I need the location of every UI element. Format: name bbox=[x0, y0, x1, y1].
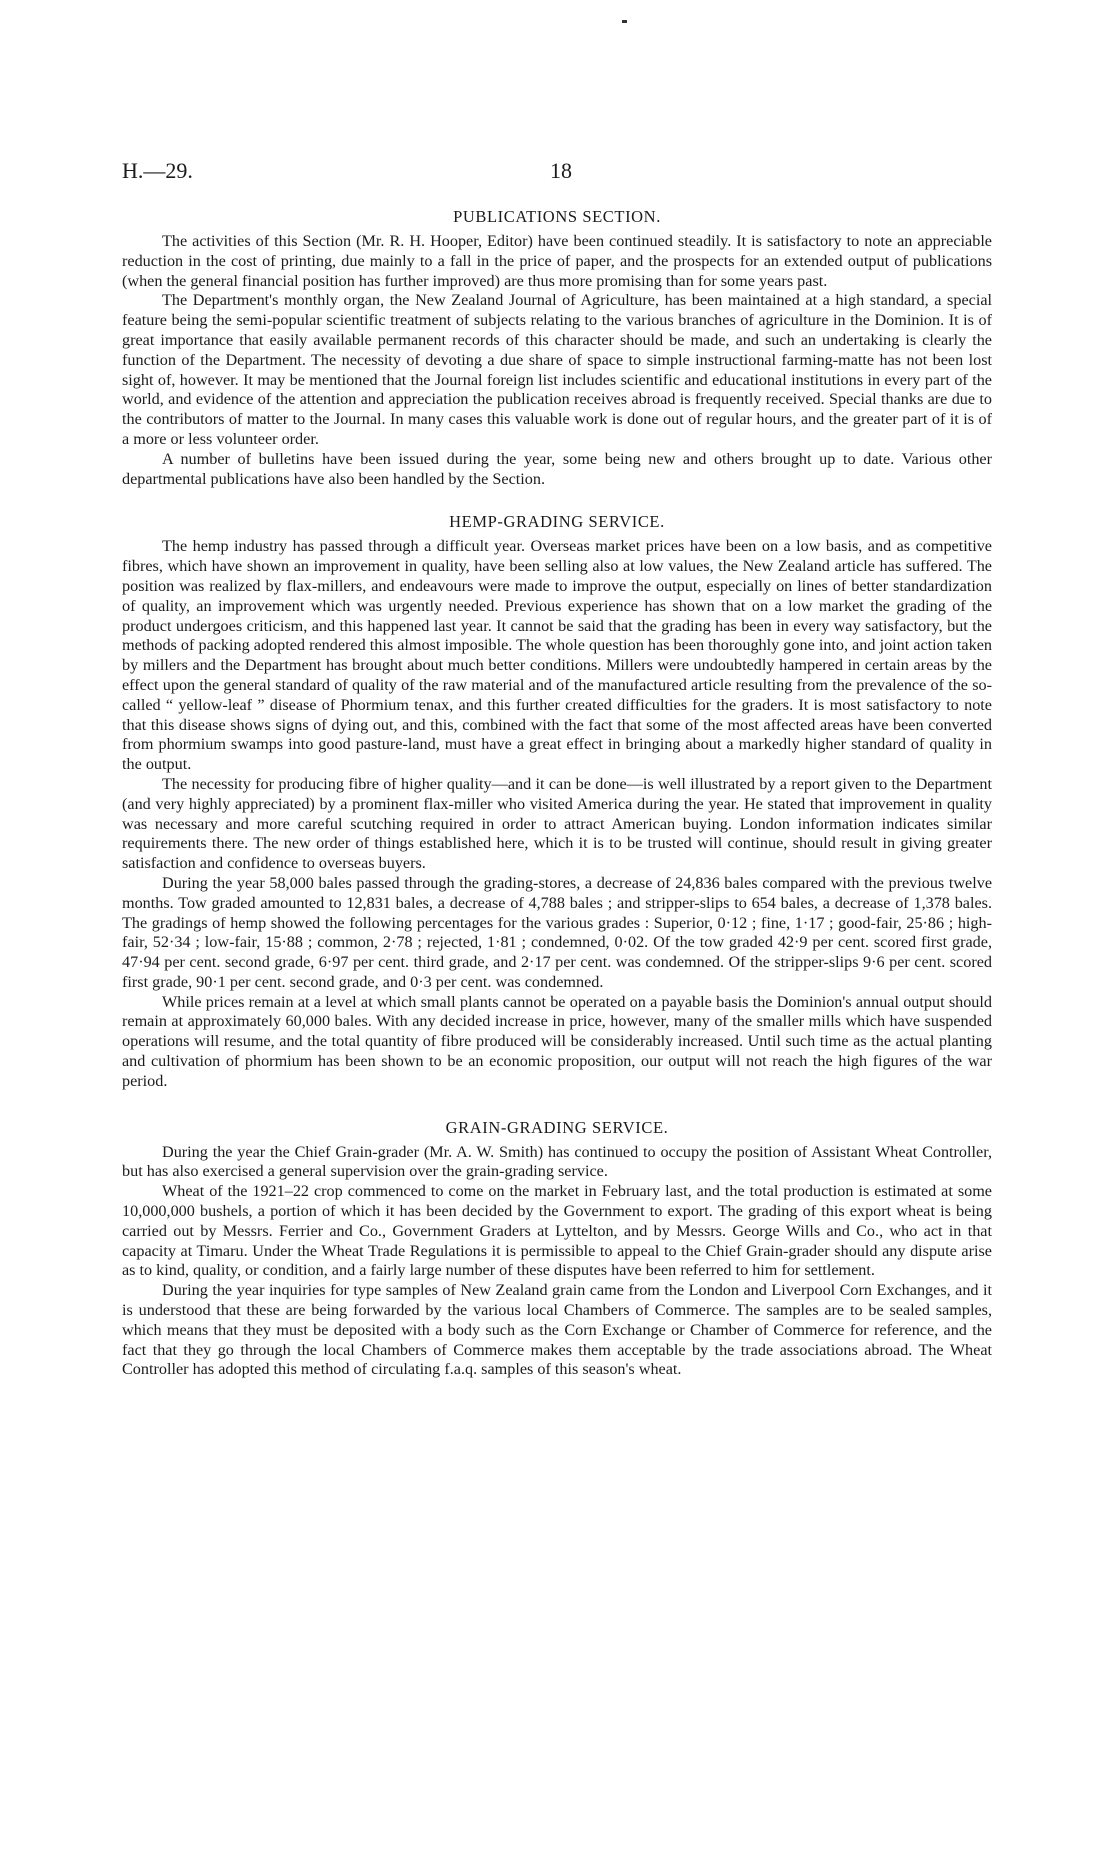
publications-section bbox=[122, 206, 992, 489]
document-reference: H.—29. bbox=[122, 158, 193, 183]
paragraph: During the year 58,000 bales passed through the grading-stores, a decrease of 24,836 bales compared with the previous twelve months. Tow graded amounted to 12,831 bales, a decrease of 4,788 bales ; and stripper-slips to 654 bales, a decrease of 1,378 bales. The gradings of hemp showed the following percentages for the various grades : Superior, 0·12 ; fine, 1·17 ; good-fair, 25·86 ; high-fair, 52·34 ; low-fair, 15·88 ; common, 2·78 ; rejected, 1·81 ; condemned, 0·02. Of the tow graded 42·9 per cent. scored first grade, 47·94 per cent. second grade, 6·97 per cent. third grade, and 2·17 per cent. was condemned. Of the stripper-slips 9·6 per cent. scored first grade, 90·1 per cent. second grade, and 0·3 per cent. was condemned. bbox=[122, 873, 992, 991]
page-number: 18 bbox=[550, 158, 572, 183]
page-header bbox=[122, 158, 992, 188]
paragraph: The activities of this Section (Mr. R. H. Hooper, Editor) have been continued steadily. It is satisfactory to note an appreciable reduction in the cost of printing, due mainly to a fall in the price of paper, and the prospects for an extended output of publications (when the general financial position has further improved) are thus more promising than for some years past. bbox=[122, 232, 992, 290]
paragraph: During the year inquiries for type samples of New Zealand grain came from the London and Liverpool Corn Exchanges, and it is understood that these are being forwarded by the various local Chambers of Commerce. The samples are to be sealed samples, which means that they must be deposited with a body such as the Corn Exchange or Chamber of Commerce for reference, and the fact that they go through the local Chambers of Commerce makes them acceptable by the trade associations abroad. The Wheat Controller has adopted this method of circulating f.a.q. samples of this season's wheat. bbox=[122, 1281, 992, 1379]
paragraph: The necessity for producing fibre of higher quality—and it can be done—is well illustrated by a report given to the Department (and very highly appreciated) by a prominent flax-miller who visited America during the year. He stated that improvement in quality was necessary and more careful scutching required in order to attract American buying. London information indicates similar requirements there. The new order of things established here, which it is to be trusted will continue, should result in giving greater satisfaction and confidence to overseas buyers. bbox=[122, 774, 992, 873]
paragraph: While prices remain at a level at which small plants cannot be operated on a payable basis the Dominion's annual output should remain at approximately 60,000 bales. With any decided increase in price, however, many of the smaller mills which have suspended operations will resume, and the total quantity of fibre produced will be considerably increased. Until such time as the actual planting and cultivation of phormium has been shown to be an economic proposition, our output will not reach the high figures of the war period. bbox=[122, 992, 992, 1090]
paragraph: Wheat of the 1921–22 crop commenced to come on the market in February last, and the total production is estimated at some 10,000,000 bushels, a portion of which it has been decided by the Government to export. The grading of this export wheat is being carried out by Messrs. Ferrier and Co., Government Graders at Lyttelton, and by Messrs. George Wills and Co., who act in that capacity at Timaru. Under the Wheat Trade Regulations it is permissible to appeal to the Chief Grain-grader should any dispute arise as to kind, quality, or condition, and a fairly large number of these disputes have been referred to him for settlement. bbox=[122, 1182, 992, 1280]
section-heading: PUBLICATIONS SECTION. bbox=[453, 207, 661, 226]
paragraph: The hemp industry has passed through a difficult year. Overseas market prices have been on a low basis, and as competitive fibres, which have shown an improvement in quality, have been selling also at low values, the New Zealand article has suffered. The position was realized by flax-millers, and endeavours were made to improve the output, especially on lines of better standardization of quality, an improvement which was urgently needed. Previous experience has shown that on a low market the grading of the product undergoes criticism, and this happened last year. It cannot be said that the grading has been in every way satisfactory, but the methods of packing adopted rendered this almost imposible. The whole question has been thoroughly gone into, and joint action taken by millers and the Department has brought about much better conditions. Millers were undoubtedly hampered in certain areas by the effect upon the general standard of quality of the raw material and of the manufactured article resulting from the prevalence of the so-called “ yellow-leaf ” disease of Phormium tenax, and this further created difficulties for the graders. It is most satisfactory to note that this disease shows signs of dying out, and this, combined with the fact that some of the most affected areas have been converted from phormium swamps into good pasture-land, must have a great effect in bringing about a markedly higher standard of quality in the output. bbox=[122, 537, 992, 774]
hemp-grading-section bbox=[122, 511, 992, 1091]
page-body bbox=[122, 206, 992, 1380]
section-heading: GRAIN-GRADING SERVICE. bbox=[445, 1117, 669, 1137]
section-heading: HEMP-GRADING SERVICE. bbox=[449, 512, 665, 532]
paragraph: A number of bulletins have been issued during the year, some being new and others brought up to date. Various other departmental publications have also been handled by the Section. bbox=[122, 449, 992, 488]
grain-grading-section bbox=[122, 1117, 992, 1381]
paragraph: The Department's monthly organ, the New Zealand Journal of Agriculture, has been maintained at a high standard, a special feature being the semi-popular scientific treatment of subjects relating to the various branches of agriculture in the Dominion. It is of great importance that easily available permanent records of this character should be made, and such an undertaking is clearly the function of the Department. The necessity of devoting a due share of space to simple instructional farming-matte has not been lost sight of, however. It may be mentioned that the Journal foreign list includes scientific and educational institutions in every part of the world, and evidence of the attention and appreciation the publication receives abroad is frequently received. Special thanks are due to the contributors of matter to the Journal. In many cases this valuable work is done out of regular hours, and the greater part of it is of a more or less volunteer order. bbox=[122, 291, 992, 448]
paragraph: During the year the Chief Grain-grader (Mr. A. W. Smith) has continued to occupy the position of Assistant Wheat Controller, but has also exercised a general supervision over the grain-grading service. bbox=[122, 1142, 992, 1181]
scan-mark bbox=[622, 20, 627, 23]
